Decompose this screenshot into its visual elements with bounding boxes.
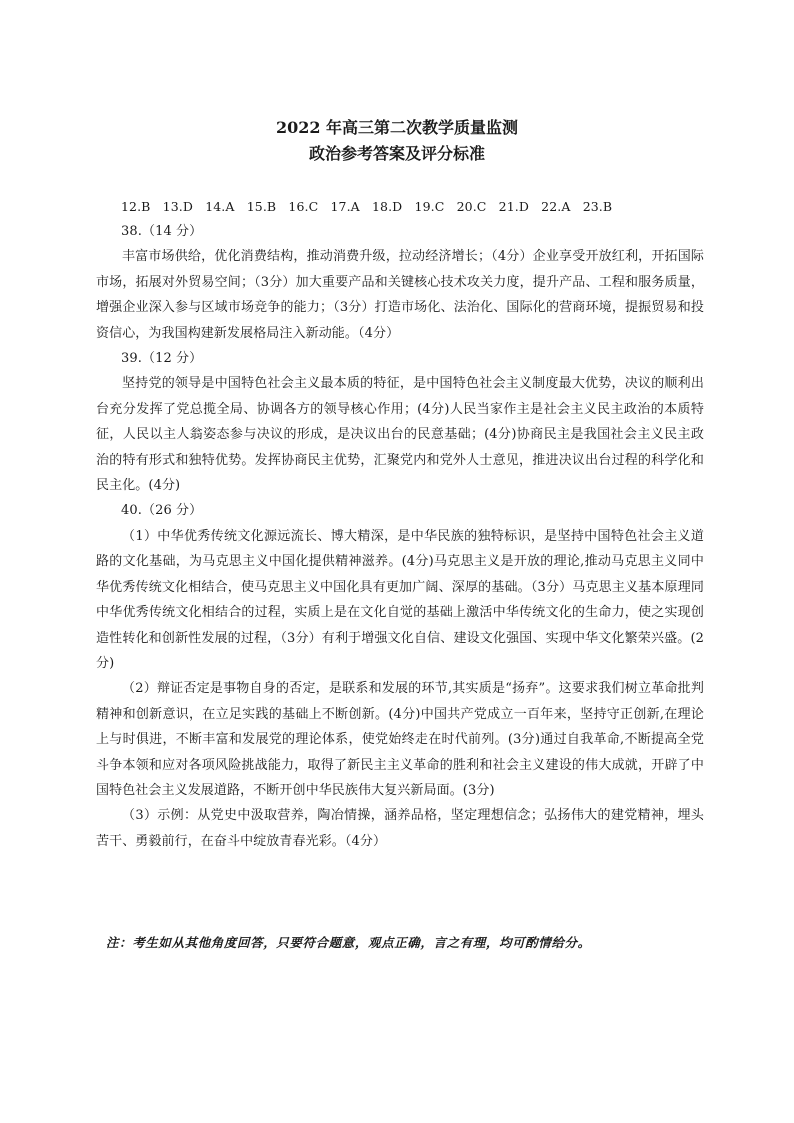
q40-part1: （1）中华优秀传统文化源远流长、博大精深，是中华民族的独特标识，是坚持中国特色社会主义道路的文化基础，为马克思主义中国化提供精神滋养。(4分)马克思主义是开放的理论,推动马克思主义同中华优秀传统文化相结合，使马克思主义中国化具有更加广阔、深厚的基础。（3分）马克思主义基本原理同中华优秀传统文化相结合的过程，实质上是在文化自觉的基础上激活中华传统文化的生命力，使之实现创造性转化和创新性发展的过程，（3分）有利于增强文化自信、建设文化强国、实现中华文化繁荣兴盛。(2分) — [96, 528, 704, 671]
choice-answers: 12.B 13.D 14.A 15.B 16.C 17.A 18.D 19.C 20.C 21.D 22.A 23.B — [121, 199, 613, 214]
document-title: 2022 年高三第二次教学质量监测 — [275, 118, 519, 137]
document-subtitle: 政治参考答案及评分标准 — [308, 144, 485, 163]
main-content — [96, 219, 704, 854]
q39-heading: 39.（12 分） — [121, 351, 203, 367]
q38-answer: 丰富市场供给，优化消费结构，推动消费升级，拉动经济增长；（4分）企业享受开放红利，开拓国际市场，拓展对外贸易空间；（3分）加大重要产品和关键核心技术攻关力度，提升产品、工程和服务质量，增强企业深入参与区域市场竞争的能力；（3分）打造市场化、法治化、国际化的营商环境，提振贸易和投资信心，为我国构建新发展格局注入新动能。（4分） — [96, 249, 704, 341]
grading-note: 注：考生如从其他角度回答，只要符合题意，观点正确，言之有理，均可酌情给分。 — [106, 935, 591, 950]
q40-part3: （3）示例：从党史中汲取营养，陶冶情操，涵养品格，坚定理想信念；弘扬伟大的建党精神，埋头苦干、勇毅前行，在奋斗中绽放青春光彩。（4分） — [96, 808, 704, 849]
q40-heading: 40.（26 分） — [121, 503, 203, 519]
q38-heading: 38.（14 分） — [121, 224, 203, 239]
q40-part2: （2）辩证否定是事物自身的否定，是联系和发展的环节,其实质是“扬弃”。这要求我们树立革命批判精神和创新意识，在立足实践的基础上不断创新。(4分)中国共产党成立一百年来，坚持守正创新,在理论上与时俱进，不断丰富和发展党的理论体系，使党始终走在时代前列。(3分)通过自我革命,不断提高全党斗争本领和应对各项风险挑战能力，取得了新民主主义革命的胜利和社会主义建设的伟大成就，开辟了中国特色社会主义发展道路，不断开创中华民族伟大复兴新局面。(3分) — [96, 681, 704, 798]
q39-answer: 坚持党的领导是中国特色社会主义最本质的特征，是中国特色社会主义制度最大优势，决议的顺利出台充分发挥了党总揽全局、协调各方的领导核心作用；(4分)人民当家作主是社会主义民主政治的本质特征，人民以主人翁姿态参与决议的形成，是决议出台的民意基础；(4分)协商民主是我国社会主义民主政治的特有形式和独特优势。发挥协商民主优势，汇聚党内和党外人士意见，推进决议出台过程的科学化和民主化。(4分) — [96, 376, 704, 494]
